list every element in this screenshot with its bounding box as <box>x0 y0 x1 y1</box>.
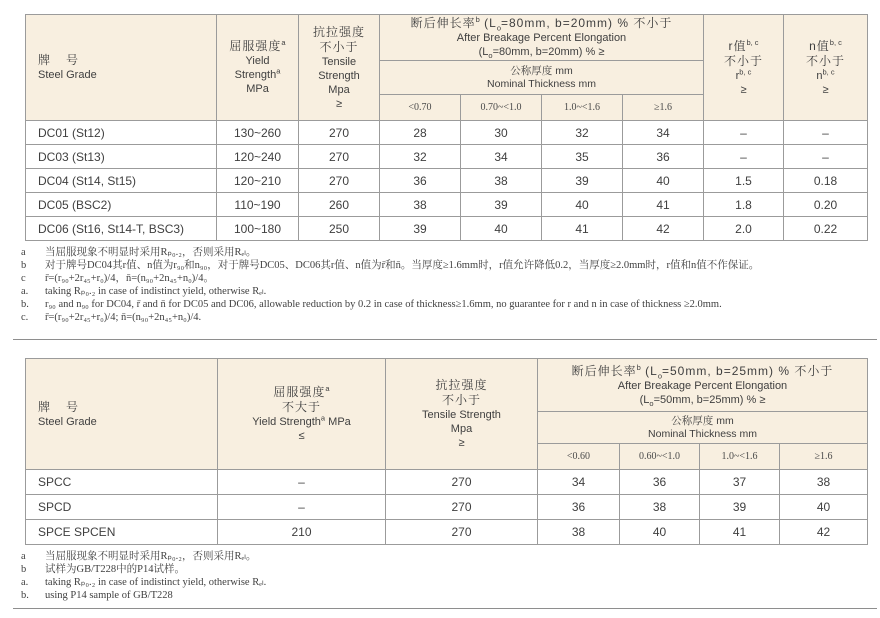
yield-cell: 210 <box>218 520 386 545</box>
footnote-text: 当屈服现象不明显时采用Rₚ₀.₂，否则采用Rₑₗ。 <box>45 247 257 258</box>
elongation-cell: 38 <box>780 470 868 495</box>
elongation-cell: 39 <box>461 193 542 217</box>
footnote-line <box>21 311 877 324</box>
r-value-cell: – <box>704 145 784 169</box>
yield-label-en2 <box>217 68 298 82</box>
elong-zh-text: 断后伸长率 <box>410 16 476 30</box>
dc-grades-section <box>21 14 867 340</box>
table-row <box>26 520 868 545</box>
tensile-label-en1: Tensile <box>321 55 357 68</box>
elongation-cell: 40 <box>461 217 542 241</box>
steel-grade-cell: DC01 (St12) <box>26 121 217 145</box>
elongation-title-zh <box>380 16 703 31</box>
yield-cell: 120~210 <box>217 169 299 193</box>
elongation-cell: 39 <box>380 217 461 241</box>
dc-grades-table <box>25 14 868 241</box>
elong-cond-sub: o <box>496 23 501 33</box>
footnote-line <box>21 589 877 602</box>
footnote-text: 对于牌号DC04其r值、n值为r₉₀和n₉₀，对于牌号DC05、DC06其r值、n值为r̄和n̄。当厚度≥1.6mm时，r值允许降低0.2，当厚度≥2.0mm时，r值和n值不作保证。 <box>45 260 760 271</box>
table1-body <box>26 121 868 241</box>
thickness-range-header: <0.70 <box>380 95 461 121</box>
tensile-label-en2: Strength <box>318 69 360 82</box>
n-ge-symbol: ≥ <box>822 83 829 96</box>
steel-grade-cell: DC03 (St13) <box>26 145 217 169</box>
tensile-cell: 260 <box>299 193 380 217</box>
table-row <box>26 193 868 217</box>
elong-en2-sub: o <box>488 51 493 61</box>
spcc-grades-table <box>25 358 868 545</box>
n-symbol <box>784 66 867 83</box>
tensile-min-zh: 不小于 <box>319 39 359 54</box>
yield-en-text: Yield Strength <box>252 416 321 428</box>
footnote-line <box>21 272 877 285</box>
yield-unit: MPa <box>246 83 269 95</box>
footnote-line <box>21 298 877 311</box>
footnote-marker: c. <box>21 312 29 323</box>
elongation-title-en: After Breakage Percent Elongation <box>617 379 788 392</box>
tensile-cell: 270 <box>386 470 538 495</box>
thickness-range-header: 1.0~<1.6 <box>700 444 780 470</box>
thickness-range-header: 1.0~<1.6 <box>542 95 623 121</box>
r-symbol <box>704 66 783 83</box>
elongation-cond-en <box>538 393 867 407</box>
elongation-cell: 41 <box>542 217 623 241</box>
steel-grade-cell: DC04 (St14, St15) <box>26 169 217 193</box>
footnote-text: using P14 sample of GB/T228 <box>45 590 173 601</box>
yield-max-zh: 不大于 <box>281 400 321 414</box>
elongation-cell: 34 <box>623 121 704 145</box>
yield-footnote-mark: a <box>325 384 330 393</box>
yield-label-zh <box>218 385 385 400</box>
elongation-cell: 28 <box>380 121 461 145</box>
elongation-cell: 38 <box>380 193 461 217</box>
footnote-marker: b <box>21 564 27 575</box>
elong-en2-post: =80mm, b=20mm) % ≥ <box>492 46 605 58</box>
col-header-tensile-strength <box>299 15 380 121</box>
col-header-yield-strength <box>217 15 299 121</box>
elongation-cell: 30 <box>461 121 542 145</box>
footnote-line <box>21 563 877 576</box>
elongation-cell: 39 <box>542 169 623 193</box>
elongation-cell: 32 <box>542 121 623 145</box>
header-row-1 <box>26 15 868 61</box>
thickness-label-en: Nominal Thickness mm <box>648 427 757 440</box>
elong-cond-post: =80mm, b=20mm) % 不小于 <box>501 16 673 30</box>
elongation-cell: 36 <box>538 495 620 520</box>
footnote-line <box>21 550 877 563</box>
thickness-label-en: Nominal Thickness mm <box>487 77 596 90</box>
yield-cell: 130~260 <box>217 121 299 145</box>
n-footnote-mark: b, c <box>829 37 842 47</box>
elongation-cell: 36 <box>380 169 461 193</box>
footnote-marker: a. <box>21 577 29 588</box>
footnote-marker: b. <box>21 590 29 601</box>
elongation-title-zh <box>538 364 867 379</box>
table2-footnotes <box>13 545 877 609</box>
steel-grade-label-zh: 牌 号 <box>38 399 81 414</box>
elongation-cell: 35 <box>542 145 623 169</box>
footnote-marker: a <box>21 247 26 258</box>
yield-en-unit: MPa <box>325 416 351 428</box>
table-row <box>26 121 868 145</box>
footnote-marker: c <box>21 273 26 284</box>
elong-en2-pre: (L <box>478 46 489 58</box>
r-value-cell: 1.5 <box>704 169 784 193</box>
r-value-label-zh <box>704 39 783 54</box>
nominal-thickness-header <box>380 61 704 95</box>
elongation-cell: 32 <box>380 145 461 169</box>
n-value-cell: 0.20 <box>784 193 868 217</box>
table1-header <box>26 15 868 121</box>
elongation-cell: 34 <box>461 145 542 169</box>
footnote-text: r̄=(r₉₀+2r₄₅+r₀)/4; n̄=(n₉₀+2n₄₅+n₀)/4. <box>45 312 202 323</box>
table-row <box>26 470 868 495</box>
footnote-text: 当屈服现象不明显时采用Rₚ₀.₂，否则采用Rₑₗ。 <box>45 551 257 562</box>
elongation-cell: 34 <box>538 470 620 495</box>
elong-cond-pre: (L <box>479 16 497 30</box>
r-sym-text: r <box>735 69 740 82</box>
header-row-1 <box>26 359 868 412</box>
r-value-cell: 1.8 <box>704 193 784 217</box>
steel-grade-label-en: Steel Grade <box>38 415 97 428</box>
steel-grade-label-zh: 牌 号 <box>38 53 81 67</box>
n-min-zh: 不小于 <box>805 53 845 68</box>
r-footnote-mark: b, c <box>746 37 759 47</box>
elong-footnote-mark: b <box>636 362 641 372</box>
col-group-elongation <box>380 15 704 61</box>
steel-grade-cell: DC06 (St16, St14-T, BSC3) <box>26 217 217 241</box>
n-sym-footnote-mark: b, c <box>822 66 835 76</box>
footnote-marker: b <box>21 260 27 271</box>
footnote-line <box>21 259 877 272</box>
yield-footnote-mark: a <box>281 38 286 47</box>
tensile-label-zh: 抗拉强度 <box>312 24 365 39</box>
yield-cell: – <box>218 470 386 495</box>
table-row <box>26 495 868 520</box>
n-value-cell: 0.22 <box>784 217 868 241</box>
footnote-text: 试样为GB/T228中的P14试样。 <box>45 564 186 575</box>
footnote-text: r̄=(r₉₀+2r₄₅+r₀)/4，n̄=(n₉₀+2n₄₅+n₀)/4。 <box>45 273 214 284</box>
elongation-cell: 40 <box>620 520 700 545</box>
yield-en2-text: Strength <box>234 69 277 81</box>
tensile-label-en: Tensile Strength <box>422 409 501 421</box>
thickness-range-header: 0.70~<1.0 <box>461 95 542 121</box>
footnote-line <box>21 576 877 589</box>
footnote-marker: a. <box>21 286 29 297</box>
tensile-cell: 270 <box>386 495 538 520</box>
tensile-ge-symbol: ≥ <box>458 437 465 449</box>
col-group-elongation <box>538 359 868 412</box>
tensile-cell: 270 <box>299 169 380 193</box>
n-sym-text: n <box>816 69 823 82</box>
tensile-unit: Mpa <box>328 83 350 96</box>
r-sym-footnote-mark: b, c <box>739 66 752 76</box>
elongation-cell: 40 <box>542 193 623 217</box>
elongation-cell: 38 <box>461 169 542 193</box>
r-value-cell: 2.0 <box>704 217 784 241</box>
footnote-line <box>21 285 877 298</box>
yield-label-en1: Yield <box>245 55 270 67</box>
yield-cell: – <box>218 495 386 520</box>
thickness-label-zh: 公称厚度 mm <box>510 64 573 77</box>
yield-zh-text: 屈服强度 <box>273 385 326 399</box>
elong-cond-pre: (L <box>640 363 658 378</box>
table2-body <box>26 470 868 545</box>
elong-zh-text: 断后伸长率 <box>571 363 637 378</box>
elongation-cond-en <box>380 45 703 59</box>
elongation-cell: 41 <box>700 520 780 545</box>
elong-en2-post: =50mm, b=25mm) % ≥ <box>653 393 766 406</box>
r-ge-symbol: ≥ <box>740 83 747 96</box>
r-zh-text: r值 <box>728 38 747 53</box>
n-zh-text: n值 <box>809 38 830 53</box>
tensile-ge-symbol: ≥ <box>335 97 343 110</box>
elong-en2-sub: o <box>649 398 654 408</box>
yield-label-zh <box>217 39 298 54</box>
elongation-cell: 39 <box>700 495 780 520</box>
elongation-cell: 37 <box>700 470 780 495</box>
thickness-range-header: ≥1.6 <box>623 95 704 121</box>
r-value-cell: – <box>704 121 784 145</box>
footnote-text: r₉₀ and n₉₀ for DC04, r̄ and n̄ for DC05 and DC06, allowable reduction by 0.2 in case of thickness≥1.6mm, no guarantee for r and n in case of thickness ≥2.0mm. <box>45 299 722 310</box>
tensile-label-zh: 抗拉强度 <box>435 378 488 392</box>
elong-cond-post: =50mm, b=25mm) % 不小于 <box>662 363 834 378</box>
elongation-cell: 36 <box>620 470 700 495</box>
tensile-min-zh: 不小于 <box>441 393 481 407</box>
elong-footnote-mark: b <box>475 15 480 24</box>
yield-zh-text: 屈服强度 <box>229 39 282 53</box>
yield-en2-footnote-mark: a <box>276 66 281 76</box>
table1-footnotes <box>13 241 877 340</box>
tensile-cell: 270 <box>386 520 538 545</box>
yield-cell: 110~190 <box>217 193 299 217</box>
steel-grade-cell: DC05 (BSC2) <box>26 193 217 217</box>
yield-en-footnote-mark: a <box>320 413 326 423</box>
steel-grade-cell: SPCC <box>26 470 218 495</box>
elongation-cell: 38 <box>620 495 700 520</box>
col-header-yield-strength <box>218 359 386 470</box>
thickness-range-header: ≥1.6 <box>780 444 868 470</box>
elongation-cell: 42 <box>780 520 868 545</box>
n-value-label-zh <box>784 39 867 54</box>
n-value-cell: – <box>784 145 868 169</box>
footnote-line <box>21 246 877 259</box>
footnote-text: taking Rₚ₀.₂ in case of indistinct yield, otherwise Rₑₗ. <box>45 577 267 588</box>
yield-cell: 100~180 <box>217 217 299 241</box>
yield-le-symbol: ≤ <box>298 430 305 442</box>
thickness-range-header: <0.60 <box>538 444 620 470</box>
table-row <box>26 145 868 169</box>
footnote-text: taking Rₚ₀.₂ in case of indistinct yield, otherwise Rₑₗ. <box>45 286 267 297</box>
table-row <box>26 169 868 193</box>
n-value-cell: – <box>784 121 868 145</box>
yield-label-en <box>218 415 385 429</box>
yield-cell: 120~240 <box>217 145 299 169</box>
elongation-title-en: After Breakage Percent Elongation <box>456 32 627 44</box>
elong-en2-pre: (L <box>639 393 650 406</box>
table2-header <box>26 359 868 470</box>
tensile-cell: 250 <box>299 217 380 241</box>
r-min-zh: 不小于 <box>723 53 763 68</box>
col-header-tensile-strength <box>386 359 538 470</box>
elongation-cell: 41 <box>623 193 704 217</box>
col-header-r-value <box>704 15 784 121</box>
tensile-cell: 270 <box>299 121 380 145</box>
footnote-marker: a <box>21 551 26 562</box>
elongation-cell: 40 <box>780 495 868 520</box>
elong-cond-sub: o <box>657 370 662 380</box>
col-header-n-value <box>784 15 868 121</box>
tensile-cell: 270 <box>299 145 380 169</box>
table-row <box>26 217 868 241</box>
spcc-grades-section <box>21 358 867 609</box>
col-header-steel-grade <box>26 359 218 470</box>
steel-grade-cell: SPCE SPCEN <box>26 520 218 545</box>
elongation-cell: 36 <box>623 145 704 169</box>
footnote-marker: b. <box>21 299 29 310</box>
elongation-cell: 42 <box>623 217 704 241</box>
steel-grade-cell: SPCD <box>26 495 218 520</box>
col-header-steel-grade <box>26 15 217 121</box>
tensile-unit: Mpa <box>450 423 473 435</box>
elongation-cell: 38 <box>538 520 620 545</box>
thickness-label-zh: 公称厚度 mm <box>671 414 734 427</box>
steel-grade-label-en: Steel Grade <box>38 69 97 81</box>
nominal-thickness-header <box>538 412 868 444</box>
thickness-range-header: 0.60~<1.0 <box>620 444 700 470</box>
n-value-cell: 0.18 <box>784 169 868 193</box>
elongation-cell: 40 <box>623 169 704 193</box>
